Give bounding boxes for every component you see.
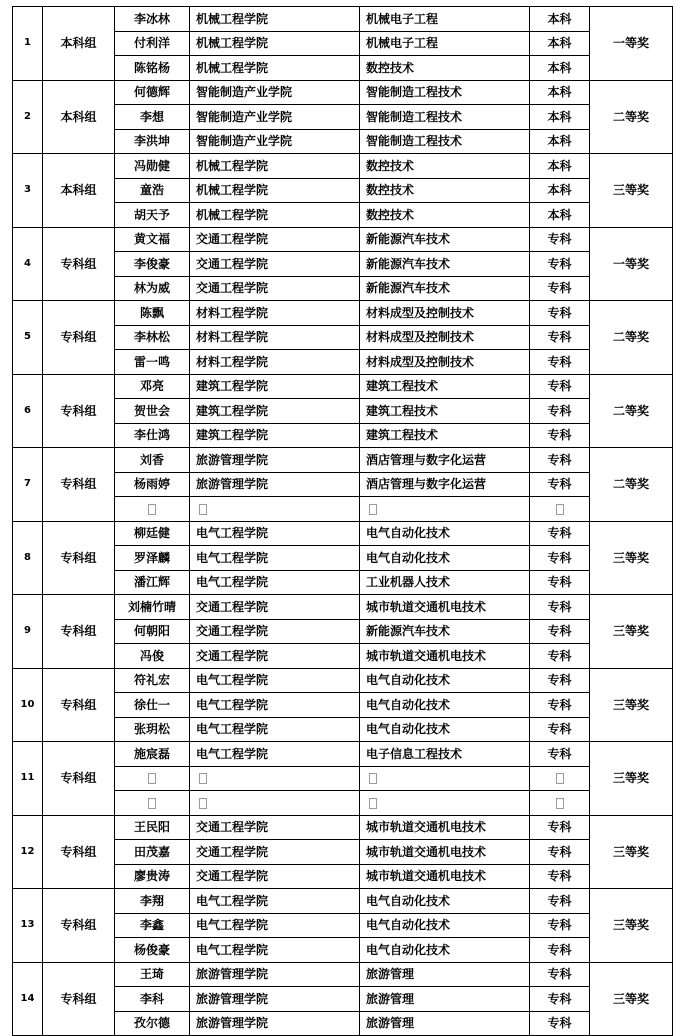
member-level: 专科 [530, 644, 590, 669]
team-award: 三等奖 [590, 742, 673, 816]
empty-cell-glyph [148, 773, 156, 784]
member-major: 城市轨道交通机电技术 [360, 595, 530, 620]
member-college: 智能制造产业学院 [190, 80, 360, 105]
member-major: 数控技术 [360, 178, 530, 203]
member-college: 交通工程学院 [190, 276, 360, 301]
member-level: 专科 [530, 987, 590, 1012]
member-major: 数控技术 [360, 203, 530, 228]
member-major: 新能源汽车技术 [360, 619, 530, 644]
empty-cell-glyph [199, 773, 207, 784]
member-name: 廖贵涛 [115, 864, 190, 889]
member-major: 数控技术 [360, 56, 530, 81]
team-group: 本科组 [43, 154, 115, 228]
member-name: 李仕鸿 [115, 423, 190, 448]
team-award: 二等奖 [590, 374, 673, 448]
member-college: 交通工程学院 [190, 619, 360, 644]
member-major: 旅游管理 [360, 1011, 530, 1036]
member-name: 柳廷健 [115, 521, 190, 546]
member-college [190, 497, 360, 522]
member-major: 智能制造工程技术 [360, 105, 530, 130]
member-name: 陈飘 [115, 301, 190, 326]
member-name: 杨俊豪 [115, 938, 190, 963]
member-name: 何德辉 [115, 80, 190, 105]
member-major: 新能源汽车技术 [360, 227, 530, 252]
member-name: 贺世会 [115, 399, 190, 424]
member-college: 交通工程学院 [190, 864, 360, 889]
member-major: 智能制造工程技术 [360, 80, 530, 105]
team-award: 三等奖 [590, 889, 673, 963]
team-index: 13 [13, 889, 43, 963]
member-college: 材料工程学院 [190, 350, 360, 375]
member-major: 电气自动化技术 [360, 938, 530, 963]
member-level: 专科 [530, 913, 590, 938]
member-college: 电气工程学院 [190, 668, 360, 693]
member-college: 机械工程学院 [190, 56, 360, 81]
member-level: 专科 [530, 840, 590, 865]
member-major: 机械电子工程 [360, 31, 530, 56]
member-level: 专科 [530, 325, 590, 350]
member-major: 智能制造工程技术 [360, 129, 530, 154]
team-group: 专科组 [43, 742, 115, 816]
team-index: 8 [13, 521, 43, 595]
member-level: 本科 [530, 203, 590, 228]
member-name: 孜尔德 [115, 1011, 190, 1036]
team-index: 11 [13, 742, 43, 816]
award-table [12, 6, 673, 1036]
member-college: 电气工程学院 [190, 913, 360, 938]
member-major: 电气自动化技术 [360, 546, 530, 571]
team-index: 9 [13, 595, 43, 669]
member-level [530, 497, 590, 522]
member-major: 电气自动化技术 [360, 913, 530, 938]
empty-cell-glyph [199, 504, 207, 515]
member-major: 电子信息工程技术 [360, 742, 530, 767]
member-college [190, 766, 360, 791]
member-college: 建筑工程学院 [190, 423, 360, 448]
member-level: 专科 [530, 472, 590, 497]
team-group: 专科组 [43, 227, 115, 301]
team-award: 二等奖 [590, 448, 673, 522]
table-row [13, 815, 673, 840]
team-group: 专科组 [43, 521, 115, 595]
team-index: 14 [13, 962, 43, 1036]
member-college: 建筑工程学院 [190, 374, 360, 399]
member-level: 专科 [530, 938, 590, 963]
member-major: 新能源汽车技术 [360, 252, 530, 277]
table-row [13, 889, 673, 914]
member-level: 专科 [530, 276, 590, 301]
team-group: 本科组 [43, 7, 115, 81]
member-major: 酒店管理与数字化运营 [360, 448, 530, 473]
member-major: 材料成型及控制技术 [360, 325, 530, 350]
table-row [13, 448, 673, 473]
table-row [13, 374, 673, 399]
member-name: 李翔 [115, 889, 190, 914]
member-name: 李鑫 [115, 913, 190, 938]
team-award: 三等奖 [590, 154, 673, 228]
member-level: 专科 [530, 399, 590, 424]
member-level: 专科 [530, 595, 590, 620]
member-major: 酒店管理与数字化运营 [360, 472, 530, 497]
member-level: 本科 [530, 178, 590, 203]
empty-cell-glyph [369, 798, 377, 809]
member-major: 城市轨道交通机电技术 [360, 644, 530, 669]
member-major: 工业机器人技术 [360, 570, 530, 595]
member-college: 旅游管理学院 [190, 472, 360, 497]
member-name [115, 791, 190, 816]
member-name: 罗泽麟 [115, 546, 190, 571]
team-award: 三等奖 [590, 521, 673, 595]
member-name: 张玥松 [115, 717, 190, 742]
member-level: 专科 [530, 864, 590, 889]
team-index: 10 [13, 668, 43, 742]
member-level: 专科 [530, 374, 590, 399]
member-name: 李想 [115, 105, 190, 130]
team-group: 专科组 [43, 815, 115, 889]
team-group: 专科组 [43, 374, 115, 448]
member-major: 建筑工程技术 [360, 399, 530, 424]
empty-cell-glyph [148, 798, 156, 809]
empty-cell-glyph [369, 773, 377, 784]
member-college: 机械工程学院 [190, 31, 360, 56]
member-major: 旅游管理 [360, 987, 530, 1012]
member-level: 专科 [530, 619, 590, 644]
member-major [360, 497, 530, 522]
member-level: 专科 [530, 301, 590, 326]
member-college: 电气工程学院 [190, 570, 360, 595]
member-major: 电气自动化技术 [360, 668, 530, 693]
team-index: 3 [13, 154, 43, 228]
member-college: 电气工程学院 [190, 693, 360, 718]
member-level: 专科 [530, 693, 590, 718]
member-name: 李科 [115, 987, 190, 1012]
member-level: 本科 [530, 80, 590, 105]
member-name: 何朝阳 [115, 619, 190, 644]
member-college: 交通工程学院 [190, 815, 360, 840]
member-level: 专科 [530, 546, 590, 571]
member-major: 电气自动化技术 [360, 521, 530, 546]
member-college: 机械工程学院 [190, 203, 360, 228]
team-award: 二等奖 [590, 301, 673, 375]
team-index: 1 [13, 7, 43, 81]
member-college: 电气工程学院 [190, 938, 360, 963]
member-level: 专科 [530, 889, 590, 914]
member-level: 本科 [530, 129, 590, 154]
member-level: 专科 [530, 815, 590, 840]
member-name: 林为威 [115, 276, 190, 301]
member-name: 施宸磊 [115, 742, 190, 767]
member-level [530, 791, 590, 816]
member-level: 专科 [530, 570, 590, 595]
team-group: 专科组 [43, 301, 115, 375]
member-name: 邓亮 [115, 374, 190, 399]
member-level: 专科 [530, 521, 590, 546]
empty-cell-glyph [556, 798, 564, 809]
team-index: 7 [13, 448, 43, 522]
team-group: 专科组 [43, 889, 115, 963]
member-major: 数控技术 [360, 154, 530, 179]
empty-cell-glyph [556, 504, 564, 515]
table-row [13, 154, 673, 179]
member-level: 专科 [530, 423, 590, 448]
member-level: 本科 [530, 56, 590, 81]
team-group: 专科组 [43, 448, 115, 522]
member-name: 刘楠竹晴 [115, 595, 190, 620]
member-name: 李洪坤 [115, 129, 190, 154]
table-row [13, 962, 673, 987]
empty-cell-glyph [148, 504, 156, 515]
team-award: 三等奖 [590, 962, 673, 1036]
team-group: 专科组 [43, 668, 115, 742]
member-major: 新能源汽车技术 [360, 276, 530, 301]
member-college: 电气工程学院 [190, 546, 360, 571]
member-college [190, 791, 360, 816]
member-college: 材料工程学院 [190, 325, 360, 350]
member-college: 机械工程学院 [190, 154, 360, 179]
member-college: 建筑工程学院 [190, 399, 360, 424]
member-name: 陈铭杨 [115, 56, 190, 81]
table-row [13, 595, 673, 620]
member-major [360, 766, 530, 791]
member-major: 材料成型及控制技术 [360, 350, 530, 375]
member-college: 电气工程学院 [190, 742, 360, 767]
member-name [115, 766, 190, 791]
member-major: 电气自动化技术 [360, 693, 530, 718]
member-name [115, 497, 190, 522]
empty-cell-glyph [369, 504, 377, 515]
table-row [13, 742, 673, 767]
table-row [13, 521, 673, 546]
award-list-sheet [12, 6, 673, 1036]
member-major: 城市轨道交通机电技术 [360, 840, 530, 865]
team-award: 三等奖 [590, 595, 673, 669]
member-name: 王琦 [115, 962, 190, 987]
member-major: 城市轨道交通机电技术 [360, 815, 530, 840]
member-level: 本科 [530, 31, 590, 56]
table-row [13, 80, 673, 105]
member-level: 专科 [530, 350, 590, 375]
team-index: 5 [13, 301, 43, 375]
member-major [360, 791, 530, 816]
member-college: 机械工程学院 [190, 7, 360, 32]
team-index: 2 [13, 80, 43, 154]
member-level: 专科 [530, 227, 590, 252]
member-name: 徐仕一 [115, 693, 190, 718]
member-college: 电气工程学院 [190, 889, 360, 914]
member-level: 专科 [530, 717, 590, 742]
team-award: 三等奖 [590, 815, 673, 889]
member-college: 旅游管理学院 [190, 987, 360, 1012]
empty-cell-glyph [556, 773, 564, 784]
member-level: 专科 [530, 448, 590, 473]
team-group: 本科组 [43, 80, 115, 154]
member-major: 建筑工程技术 [360, 423, 530, 448]
member-level: 专科 [530, 742, 590, 767]
member-name: 李林松 [115, 325, 190, 350]
member-major: 建筑工程技术 [360, 374, 530, 399]
member-major: 旅游管理 [360, 962, 530, 987]
member-college: 智能制造产业学院 [190, 105, 360, 130]
member-college: 智能制造产业学院 [190, 129, 360, 154]
member-name: 王民阳 [115, 815, 190, 840]
member-level: 本科 [530, 7, 590, 32]
member-major: 电气自动化技术 [360, 717, 530, 742]
member-major: 材料成型及控制技术 [360, 301, 530, 326]
member-major: 城市轨道交通机电技术 [360, 864, 530, 889]
member-college: 旅游管理学院 [190, 448, 360, 473]
member-college: 交通工程学院 [190, 595, 360, 620]
member-major: 机械电子工程 [360, 7, 530, 32]
member-level: 专科 [530, 668, 590, 693]
member-college: 机械工程学院 [190, 178, 360, 203]
member-name: 黄文福 [115, 227, 190, 252]
member-level: 专科 [530, 962, 590, 987]
member-name: 李冰林 [115, 7, 190, 32]
member-level: 本科 [530, 154, 590, 179]
member-college: 交通工程学院 [190, 252, 360, 277]
team-award: 一等奖 [590, 227, 673, 301]
team-award: 三等奖 [590, 668, 673, 742]
member-college: 交通工程学院 [190, 644, 360, 669]
member-college: 材料工程学院 [190, 301, 360, 326]
table-row [13, 301, 673, 326]
team-index: 12 [13, 815, 43, 889]
member-name: 刘香 [115, 448, 190, 473]
team-index: 6 [13, 374, 43, 448]
member-major: 电气自动化技术 [360, 889, 530, 914]
member-level: 专科 [530, 252, 590, 277]
member-level: 专科 [530, 1011, 590, 1036]
member-name: 符礼宏 [115, 668, 190, 693]
member-name: 胡天予 [115, 203, 190, 228]
member-name: 冯俊 [115, 644, 190, 669]
member-name: 雷一鸣 [115, 350, 190, 375]
member-name: 潘江辉 [115, 570, 190, 595]
table-row [13, 7, 673, 32]
member-name: 杨雨婷 [115, 472, 190, 497]
member-name: 童浩 [115, 178, 190, 203]
member-name: 田茂嘉 [115, 840, 190, 865]
team-award: 二等奖 [590, 80, 673, 154]
member-level: 本科 [530, 105, 590, 130]
member-college: 旅游管理学院 [190, 962, 360, 987]
member-level [530, 766, 590, 791]
table-row [13, 227, 673, 252]
member-name: 冯勋健 [115, 154, 190, 179]
team-group: 专科组 [43, 962, 115, 1036]
team-award: 一等奖 [590, 7, 673, 81]
team-group: 专科组 [43, 595, 115, 669]
team-index: 4 [13, 227, 43, 301]
member-college: 交通工程学院 [190, 840, 360, 865]
empty-cell-glyph [199, 798, 207, 809]
member-name: 李俊豪 [115, 252, 190, 277]
table-row [13, 668, 673, 693]
member-college: 电气工程学院 [190, 521, 360, 546]
member-college: 旅游管理学院 [190, 1011, 360, 1036]
member-name: 付利洋 [115, 31, 190, 56]
member-college: 电气工程学院 [190, 717, 360, 742]
member-college: 交通工程学院 [190, 227, 360, 252]
